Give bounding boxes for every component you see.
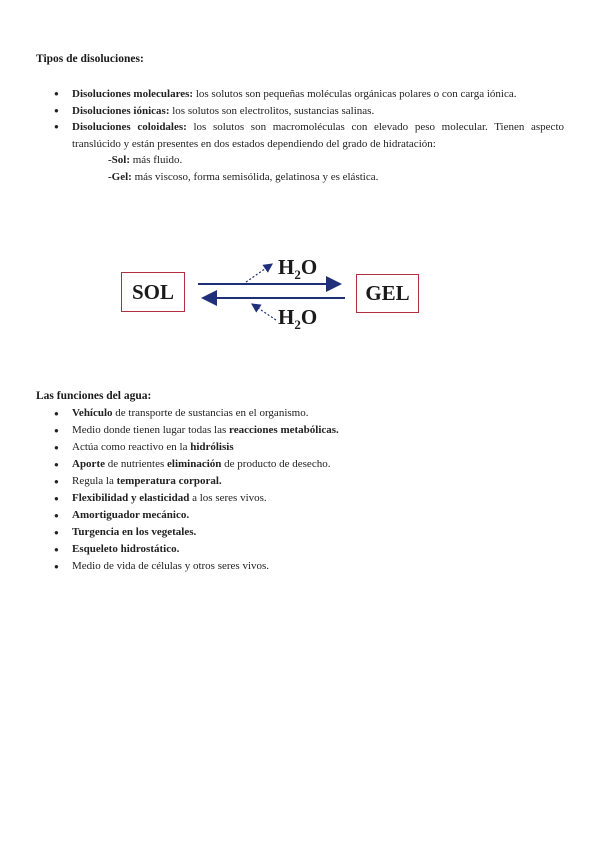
- water-in-arrow: [252, 304, 276, 320]
- section-heading-funciones: Las funciones del agua:: [36, 390, 152, 402]
- list-item: ● Regula la temperatura corporal.: [36, 473, 564, 490]
- list-item: ● Medio de vida de células y otros seres vivos.: [36, 558, 564, 575]
- item-term: Disoluciones iónicas:: [72, 104, 170, 117]
- h2o-label-top: $H_2O$: [278, 255, 318, 283]
- funciones-list: [36, 405, 564, 575]
- list-item: ● Flexibilidad y elasticidad a los seres vivos.: [36, 490, 564, 507]
- item-term: -Gel:: [108, 170, 132, 183]
- list-item: ● Actúa como reactivo en la hidrólisis: [36, 439, 564, 456]
- item-text: los solutos son pequeñas moléculas orgánicas polares o con carga iónica.: [193, 88, 517, 100]
- section-heading-disoluciones: Tipos de disoluciones:: [36, 53, 144, 65]
- list-item: ● Aporte de nutrientes eliminación de producto de desecho.: [36, 456, 564, 473]
- h2o-label-bottom: $H_2O$: [278, 305, 318, 333]
- item-term: Disoluciones coloidales:: [72, 121, 187, 133]
- gel-box: GEL: [356, 274, 419, 313]
- item-text: los solutos son electrolitos, sustancias salinas.: [169, 104, 375, 117]
- item-text: más fluido.: [130, 154, 183, 166]
- item-term: -Sol:: [108, 154, 130, 166]
- list-item: ● Amortiguador mecánico.: [36, 507, 564, 524]
- list-item: ● Turgencia en los vegetales.: [36, 524, 564, 541]
- water-out-arrow: [246, 264, 272, 282]
- item-text: los solutos son macromoléculas con elevado peso molecular. Tienen aspecto translúcido y están presentes en dos estados dependiendo del grado de hidratación:: [72, 121, 564, 150]
- list-item: ● Medio donde tienen lugar todas las reacciones metabólicas.: [36, 422, 564, 439]
- list-item: ● Vehículo de transporte de sustancias en el organismo.: [36, 405, 564, 422]
- list-item: ● Esqueleto hidrostático.: [36, 541, 564, 558]
- sol-box: SOL: [121, 272, 185, 312]
- item-text: más viscoso, forma semisólida, gelatinosa y es elástica.: [131, 170, 379, 183]
- item-term: Disoluciones moleculares:: [72, 88, 194, 100]
